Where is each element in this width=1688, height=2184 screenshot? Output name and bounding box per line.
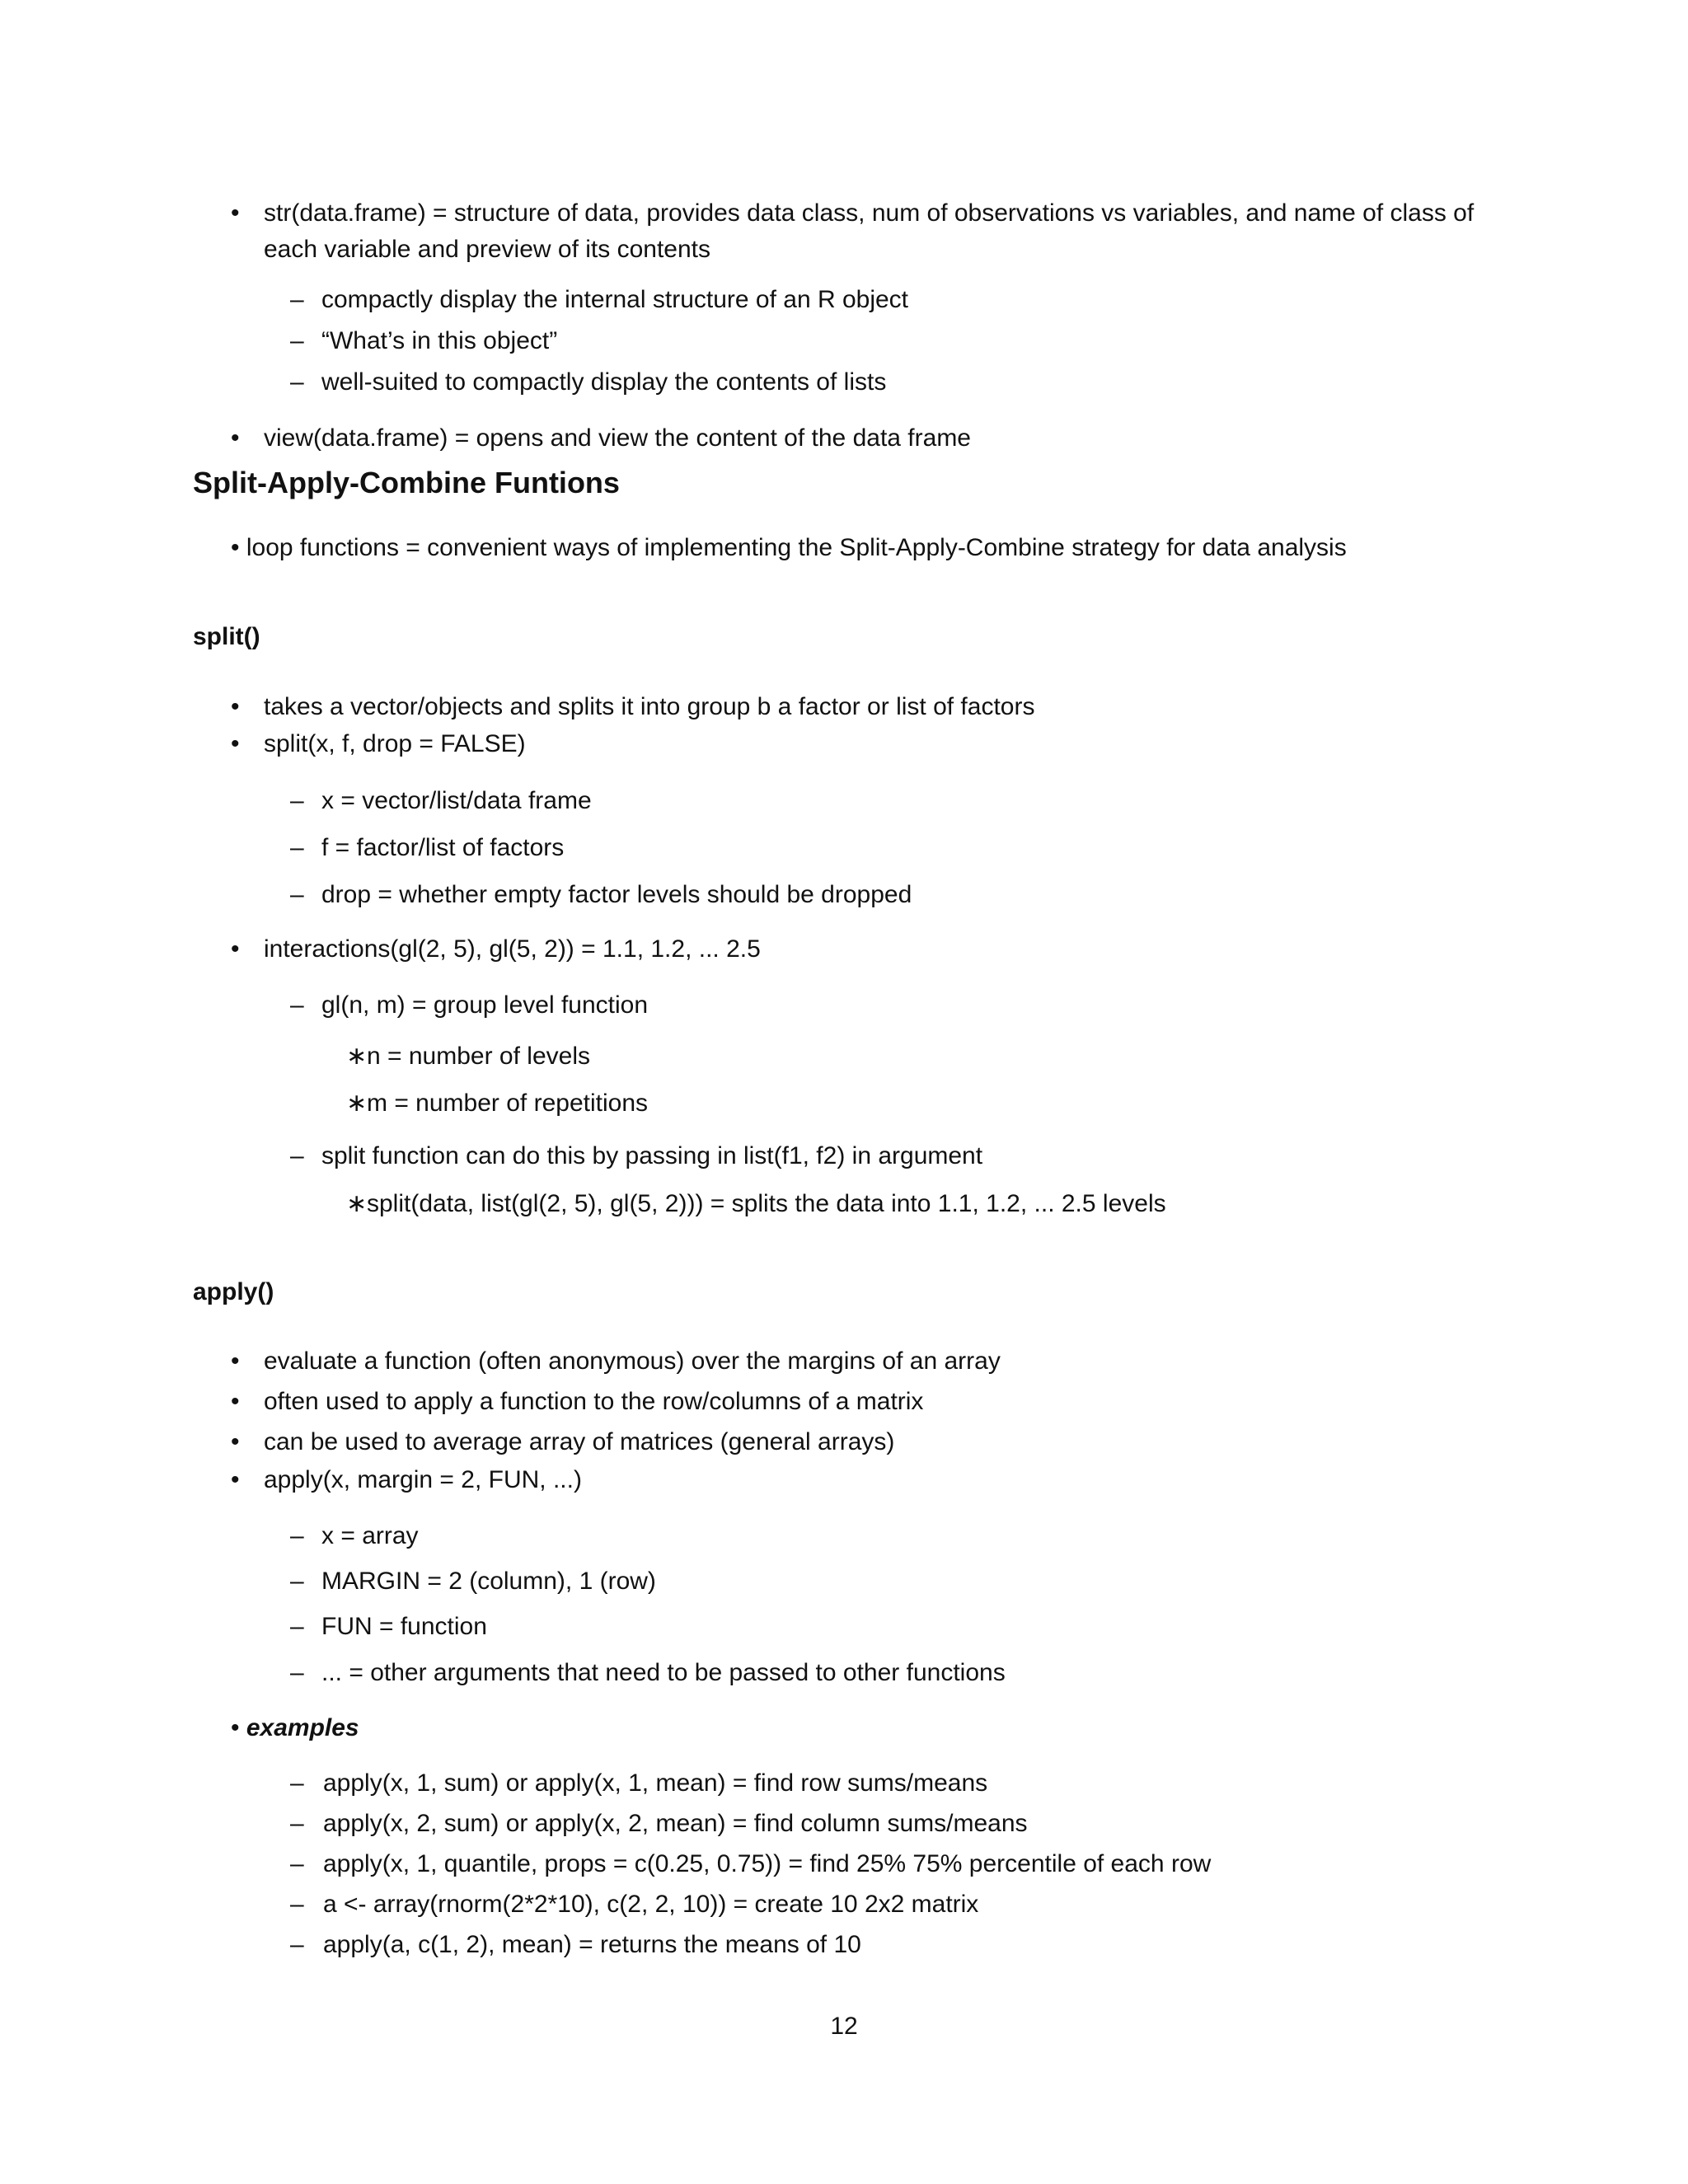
dash-marker: – (290, 881, 304, 908)
split-function-note: split function can do this by passing in list(f1, f2) in argument (321, 1142, 983, 1169)
apply-arg: FUN = function (321, 1613, 487, 1640)
dash-marker: – (290, 368, 304, 396)
section-heading: Split-Apply-Combine Funtions (193, 466, 620, 499)
apply-example: apply(a, c(1, 2), mean) = returns the means of 10 (323, 1931, 861, 1958)
dash-marker: – (290, 1850, 304, 1877)
apply-example: apply(x, 1, quantile, props = c(0.25, 0.75)) = find 25% 75% percentile of each row (323, 1850, 1212, 1877)
bullet-marker: • (231, 1388, 240, 1415)
split-arg: x = vector/list/data frame (321, 787, 592, 814)
apply-bullet: can be used to average array of matrices (general arrays) (264, 1428, 895, 1455)
split-arg: f = factor/list of factors (321, 834, 565, 861)
gl-sub-item: n = number of levels (367, 1043, 590, 1070)
dash-marker: – (290, 1568, 304, 1595)
apply-arg: MARGIN = 2 (column), 1 (row) (321, 1568, 656, 1595)
bullet-marker: • (231, 730, 240, 757)
bullet-marker: • (231, 1347, 240, 1375)
bullet-marker: • (231, 693, 240, 720)
split-subheading: split() (193, 623, 260, 650)
str-description-line1: str(data.frame) = structure of data, provides data class, num of observations vs variables, and name of class of (264, 199, 1475, 227)
apply-example: apply(x, 1, sum) or apply(x, 1, mean) = find row sums/means (323, 1769, 988, 1797)
bullet-marker: • (231, 1428, 240, 1455)
apply-subheading: apply() (193, 1278, 274, 1305)
str-sub-item: well-suited to compactly display the contents of lists (321, 368, 887, 396)
apply-bullet: evaluate a function (often anonymous) over the margins of an array (264, 1347, 1001, 1375)
split-function-example: split(data, list(gl(2, 5), gl(5, 2))) = splits the data into 1.1, 1.2, ... 2.5 levels (367, 1190, 1166, 1217)
split-bullet: split(x, f, drop = FALSE) (264, 730, 526, 757)
dash-marker: – (290, 787, 304, 814)
dash-marker: – (290, 1142, 304, 1169)
star-marker: ∗ (346, 1190, 368, 1217)
apply-arg: x = array (321, 1522, 419, 1549)
dash-marker: – (290, 1769, 304, 1797)
loop-functions-bullet: • loop functions = convenient ways of implementing the Split-Apply-Combine strategy for data analysis (231, 534, 1347, 561)
bullet-marker: • (231, 199, 240, 227)
apply-bullet: apply(x, margin = 2, FUN, ...) (264, 1466, 582, 1493)
apply-example: a <- array(rnorm(2*2*10), c(2, 2, 10)) = create 10 2x2 matrix (323, 1891, 979, 1918)
dash-marker: – (290, 991, 304, 1019)
dash-marker: – (290, 1931, 304, 1958)
gl-sub-item: m = number of repetitions (367, 1090, 649, 1117)
examples-label: examples (246, 1714, 359, 1741)
apply-arg: ... = other arguments that need to be passed to other functions (321, 1659, 1006, 1686)
dash-marker: – (290, 1659, 304, 1686)
dash-marker: – (290, 1810, 304, 1837)
examples-bullet: • examples (231, 1714, 359, 1741)
split-bullet: takes a vector/objects and splits it into group b a factor or list of factors (264, 693, 1035, 720)
str-description-line2: each variable and preview of its contents (264, 236, 710, 263)
apply-bullet: often used to apply a function to the row/columns of a matrix (264, 1388, 924, 1415)
bullet-marker: • (231, 1466, 240, 1493)
dash-marker: – (290, 1891, 304, 1918)
interactions-bullet: interactions(gl(2, 5), gl(5, 2)) = 1.1, 1.2, ... 2.5 (264, 935, 761, 963)
bullet-marker: • (231, 424, 240, 452)
star-marker: ∗ (346, 1090, 368, 1117)
star-marker: ∗ (346, 1043, 368, 1070)
str-sub-item: “What’s in this object” (321, 327, 558, 354)
dash-marker: – (290, 286, 304, 313)
page-number: 12 (830, 2013, 858, 2040)
dash-marker: – (290, 1522, 304, 1549)
bullet-marker: • (231, 935, 240, 963)
dash-marker: – (290, 1613, 304, 1640)
dash-marker: – (290, 834, 304, 861)
gl-description: gl(n, m) = group level function (321, 991, 649, 1019)
str-sub-item: compactly display the internal structure of an R object (321, 286, 909, 313)
dash-marker: – (290, 327, 304, 354)
apply-example: apply(x, 2, sum) or apply(x, 2, mean) = find column sums/means (323, 1810, 1028, 1837)
view-description: view(data.frame) = opens and view the content of the data frame (264, 424, 971, 452)
split-arg: drop = whether empty factor levels should be dropped (321, 881, 912, 908)
